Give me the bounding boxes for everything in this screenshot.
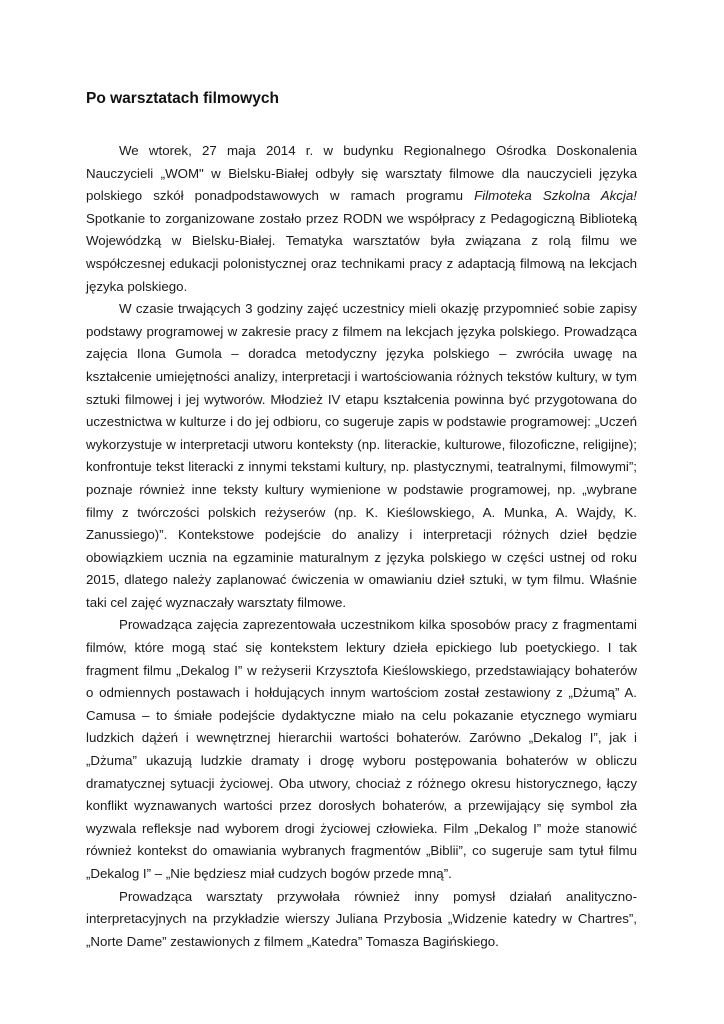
article	[86, 88, 637, 953]
paragraph-1	[86, 140, 637, 298]
program-name: Filmoteka Szkolna Akcja!	[474, 188, 638, 204]
paragraph-2: W czasie trwających 3 godziny zajęć uczestnicy mieli okazję przypomnieć sobie zapisy podstawy programowej w zakresie pracy z filmem na lekcjach języka polskiego. Prowadząca zajęcia Ilona Gumola – doradca metodyczny języka polskiego – zwróciła uwagę na kształcenie umiejętności analizy, interpretacji i wartościowania różnych tekstów kultury, w tym sztuki filmowej i jej wytworów. Młodzież IV etapu kształcenia powinna być przygotowana do uczestnictwa w kulturze i do jej odbioru, co sugeruje zapis w podstawie programowej: „Uczeń wykorzystuje w interpretacji utworu konteksty (np. literackie, kulturowe, filozoficzne, religijne); konfrontuje tekst literacki z innymi tekstami kultury, np. plastycznymi, teatralnymi, filmowymi”; poznaje również inne teksty kultury wymienione w podstawie programowej, np. „wybrane filmy z twórczości polskich reżyserów (np. K. Kieślowskiego, A. Munka, A. Wajdy, K. Zanussiego)”. Kontekstowe podejście do analizy i interpretacji różnych dzieł będzie obowiązkiem ucznia na egzaminie maturalnym z języka polskiego w części ustnej od roku 2015, dlatego należy zaplanować ćwiczenia w omawianiu dzieł sztuki, w tym filmu. Właśnie taki cel zajęć wyznaczały warsztaty filmowe.	[86, 301, 637, 610]
paragraph-4: Prowadząca warsztaty przywołała również inny pomysł działań analityczno-interpretacyjnych na przykładzie wierszy Juliana Przybosia „Widzenie katedry w Chartres”, „Norte Dame” zestawionych z filmem „Katedra” Tomasza Bagińskiego.	[86, 888, 637, 949]
paragraph-1-text: We wtorek, 27 maja 2014 r. w budynku Regionalnego Ośrodka Doskonalenia Nauczycieli „WOM" w Bielsku-Białej odbyły się warsztaty filmowe dla nauczycieli języka polskiego szkół ponadpodstawowych w ramach programu	[86, 143, 637, 204]
paragraph-1-text-continued: Spotkanie to zorganizowane zostało przez RODN we współpracy z Pedagogiczną Biblioteką Wojewódzką w Bielsku-Białej. Tematyka warsztatów była związana z rolą filmu we współczesnej edukacji polonistycznej oraz technikami pracy z adaptacją filmową na lekcjach języka polskiego.	[86, 210, 637, 294]
article-title: Po warsztatach filmowych	[86, 90, 279, 107]
paragraph-3: Prowadząca zajęcia zaprezentowała uczestnikom kilka sposobów pracy z fragmentami filmów, które mogą stać się kontekstem lektury dzieła epickiego lub poetyckiego. I tak fragment filmu „Dekalog I” w reżyserii Krzysztofa Kieślowskiego, przedstawiający bohaterów o odmiennych postawach i hołdujących innym wartościom został zestawiony z „Dżumą” A. Camusa – to śmiałe podejście dydaktyczne miało na celu pokazanie etycznego wymiaru ludzkich dążeń i wewnętrznej hierarchii wartości bohaterów. Zarówno „Dekalog I”, jak i „Dżuma” ukazują ludzkie dramaty i drogę wyboru postępowania bohaterów w obliczu dramatycznej sytuacji życiowej. Oba utwory, chociaż z różnego okresu historycznego, łączy konflikt wyznawanych wartości przez dorosłych bohaterów, a przewijający się symbol zła wyzwala refleksje nad wyborem drogi życiowej człowieka. Film „Dekalog I” może stanowić również kontekst do omawiania wybranych fragmentów „Biblii”, co sugeruje sam tytuł filmu „Dekalog I” – „Nie będziesz miał cudzych bogów przede mną”.	[86, 617, 637, 881]
